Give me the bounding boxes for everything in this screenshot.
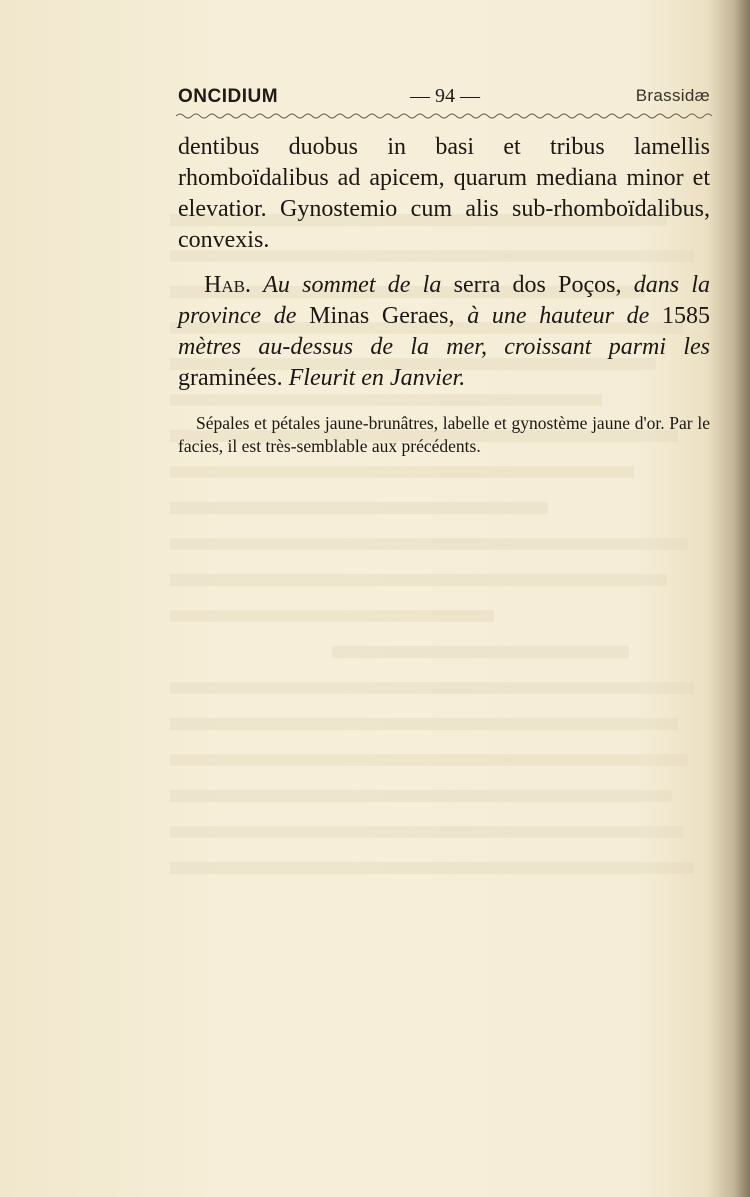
habitat-text-3: à une hauteur de <box>467 303 650 329</box>
habitat-text-4: mètres au-dessus de la mer, croissant parmi les <box>178 334 710 360</box>
header-wavy-rule <box>176 112 714 120</box>
habitat-altitude: 1585 <box>662 303 711 329</box>
page-number: — 94 — <box>410 85 480 107</box>
habitat-plants: graminées. <box>178 365 283 391</box>
flowering-time: Fleurit en Janvier. <box>288 365 466 391</box>
habitat-paragraph <box>178 270 710 394</box>
habitat-text-1: Au sommet de la <box>263 272 442 298</box>
main-text <box>178 128 710 476</box>
habitat-place-minas: Minas Geraes, <box>309 303 455 329</box>
page-gutter-shadow <box>710 0 750 1197</box>
section-title: Brassidæ <box>635 86 710 105</box>
habitat-place-serra: serra dos Poços, <box>453 272 622 298</box>
running-title: ONCIDIUM <box>178 86 279 107</box>
running-header <box>178 86 710 110</box>
latin-description: dentibus duobus in basi et tribus lamellis rhomboïdalibus ad apicem, quarum mediana minor et elevatior. Gynostemio cum alis sub-rhomboïdalibus, convexis. <box>178 134 710 253</box>
habitat-label: Hab. <box>204 272 251 298</box>
note-paragraph: Sépales et pétales jaune-brunâtres, labelle et gynostème jaune d'or. Par le facies, il est très-semblable aux précédents. <box>178 413 710 456</box>
habitat-text-2: dans la province de <box>178 272 711 329</box>
